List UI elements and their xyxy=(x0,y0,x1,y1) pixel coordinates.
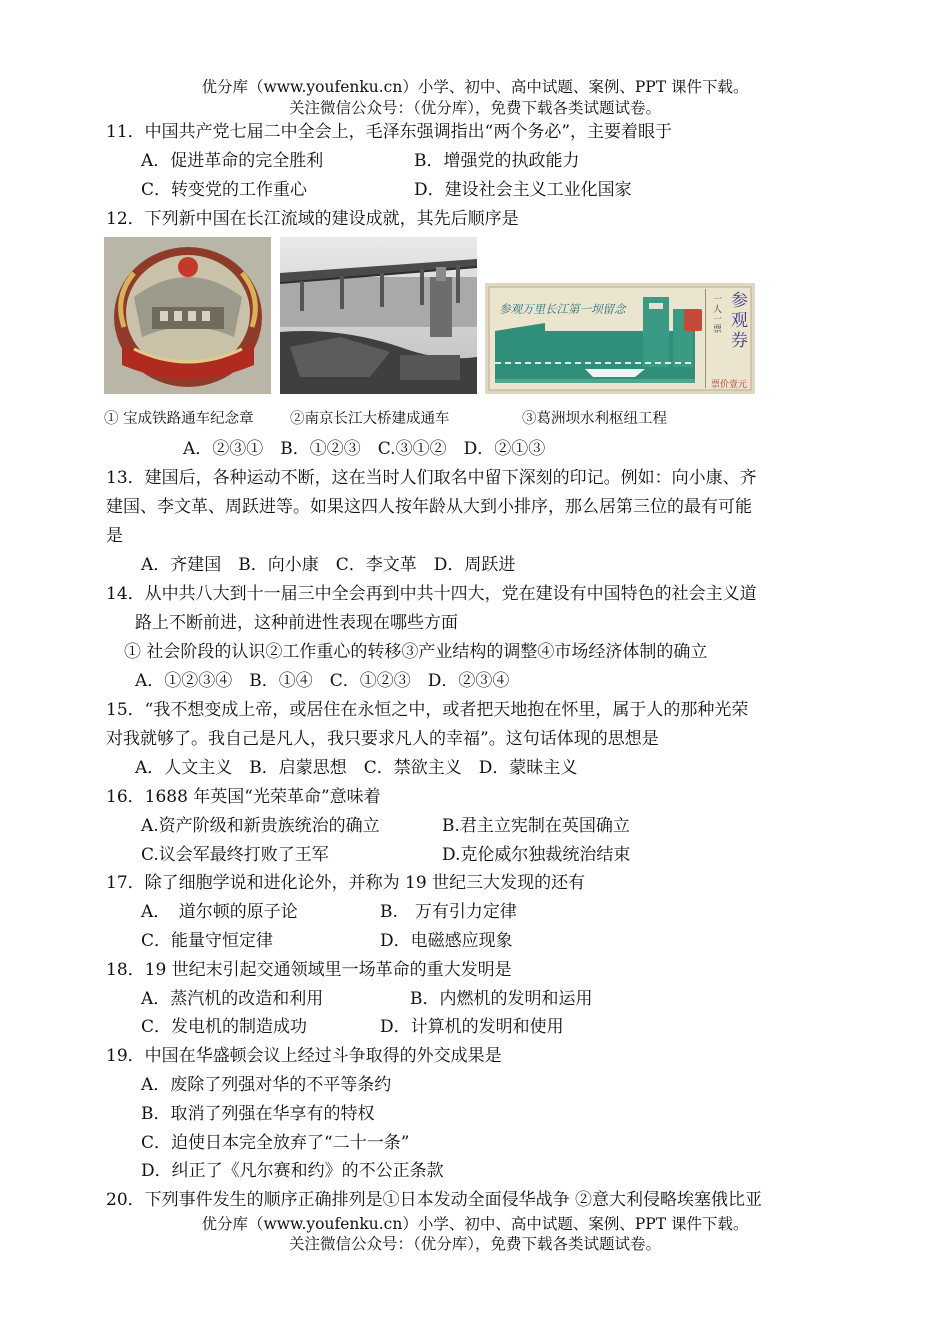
question-18-option-c: C．发电机的制造成功 xyxy=(141,1017,308,1037)
question-12-stem: 12．下列新中国在长江流域的建设成就，其先后顺序是 xyxy=(106,209,519,229)
question-12-options: A．②③① B．①②③ C.③①② D．②①③ xyxy=(183,439,546,459)
header-line-2: 关注微信公众号：（优分库），免费下载各类试题试卷。 xyxy=(288,99,661,117)
question-17-option-c: C．能量守恒定律 xyxy=(141,931,274,951)
ticket-title: 参观万里长江第一坝留念 xyxy=(499,302,626,316)
question-15-options: A．人文主义 B．启蒙思想 C．禁欲主义 D．蒙昧主义 xyxy=(135,758,578,778)
question-17-option-d: D．电磁感应现象 xyxy=(380,931,513,951)
question-13-stem-3: 是 xyxy=(106,526,123,546)
question-11-option-c: C．转变党的工作重心 xyxy=(141,180,308,200)
question-14-items: ① 社会阶段的认识②工作重心的转移③产业结构的调整④市场经济体制的确立 xyxy=(124,642,708,662)
question-16-stem: 16．1688 年英国“光荣革命”意味着 xyxy=(106,787,381,807)
question-16-option-d: D.克伦威尔独裁统治结束 xyxy=(442,845,631,865)
question-11-option-d: D．建设社会主义工业化国家 xyxy=(414,180,632,200)
question-18-option-b: B．内燃机的发明和运用 xyxy=(410,989,593,1009)
question-16-option-a: A.资产阶级和新贵族统治的确立 xyxy=(141,816,380,836)
question-19-option-b: B．取消了列强在华享有的特权 xyxy=(141,1104,375,1124)
question-11-option-b: B．增强党的执政能力 xyxy=(414,151,580,171)
footer-line-2: 关注微信公众号：（优分库），免费下载各类试题试卷。 xyxy=(288,1235,661,1253)
footer-line-1: 优分库（www.youfenku.cn）小学、初中、高中试题、案例、PPT 课件下载。 xyxy=(201,1215,749,1233)
question-17-option-b: B. 万有引力定律 xyxy=(380,902,517,922)
question-19-option-c: C．迫使日本完全放弃了“二十一条” xyxy=(141,1133,410,1153)
question-19-option-a: A．废除了列强对华的不平等条约 xyxy=(141,1075,392,1095)
question-19-option-d: D．纠正了《凡尔赛和约》的不公正条款 xyxy=(141,1161,444,1181)
question-14-stem-2: 路上不断前进，这种前进性表现在哪些方面 xyxy=(135,613,458,633)
question-15-stem-2: 对我就够了。我自己是凡人，我只要求凡人的幸福”。这句话体现的思想是 xyxy=(106,729,659,749)
question-15-stem-1: 15．“我不想变成上帝，或居住在永恒之中，或者把天地抱在怀里，属于人的那种光荣 xyxy=(106,700,749,720)
question-14-options: A．①②③④ B．①④ C．①②③ D．②③④ xyxy=(135,671,510,691)
question-18-option-a: A．蒸汽机的改造和利用 xyxy=(141,989,324,1009)
question-18-stem: 18．19 世纪末引起交通领域里一场革命的重大发明是 xyxy=(106,960,512,980)
question-17-option-a: A． 道尔顿的原子论 xyxy=(141,902,298,922)
question-16-option-b: B.君主立宪制在英国确立 xyxy=(442,816,630,836)
nanjing-bridge-image xyxy=(280,237,477,394)
header-line-1: 优分库（www.youfenku.cn）小学、初中、高中试题、案例、PPT 课件下载。 xyxy=(201,78,749,96)
question-14-stem-1: 14．从中共八大到十一届三中全会再到中共十四大，党在建设有中国特色的社会主义道 xyxy=(106,584,757,604)
ticket-small-text: 一人一票 xyxy=(713,295,723,335)
question-20-stem: 20．下列事件发生的顺序正确排列是①日本发动全面侵华战争 ②意大利侵略埃塞俄比亚 xyxy=(106,1190,763,1210)
question-13-stem-1: 13．建国后，各种运动不断，这在当时人们取名中留下深刻的印记。例如：向小康、齐 xyxy=(106,468,757,488)
railway-badge-image xyxy=(104,237,271,394)
question-16-option-c: C.议会军最终打败了王军 xyxy=(141,845,329,865)
caption-3: ③葛洲坝水利枢纽工程 xyxy=(522,411,667,427)
question-19-stem: 19．中国在华盛顿会议上经过斗争取得的外交成果是 xyxy=(106,1046,502,1066)
question-11-stem: 11．中国共产党七届二中全会上，毛泽东强调指出“两个务必”，主要着眼于 xyxy=(106,122,673,142)
ticket-price: 票价壹元 xyxy=(711,380,748,390)
question-18-option-d: D．计算机的发明和使用 xyxy=(380,1017,564,1037)
question-13-options: A．齐建国 B．向小康 C．李文革 D．周跃进 xyxy=(141,555,516,575)
question-11-option-a: A．促进革命的完全胜利 xyxy=(141,151,324,171)
gezhouba-ticket-image xyxy=(485,283,755,394)
caption-1: ① 宝成铁路通车纪念章 xyxy=(104,411,254,427)
ticket-side-text: 参观券 xyxy=(731,291,748,351)
caption-2: ②南京长江大桥建成通车 xyxy=(290,411,450,427)
question-13-stem-2: 建国、李文革、周跃进等。如果这四人按年龄从大到小排序，那么居第三位的最有可能 xyxy=(106,497,752,517)
question-17-stem: 17．除了细胞学说和进化论外，并称为 19 世纪三大发现的还有 xyxy=(106,873,586,893)
